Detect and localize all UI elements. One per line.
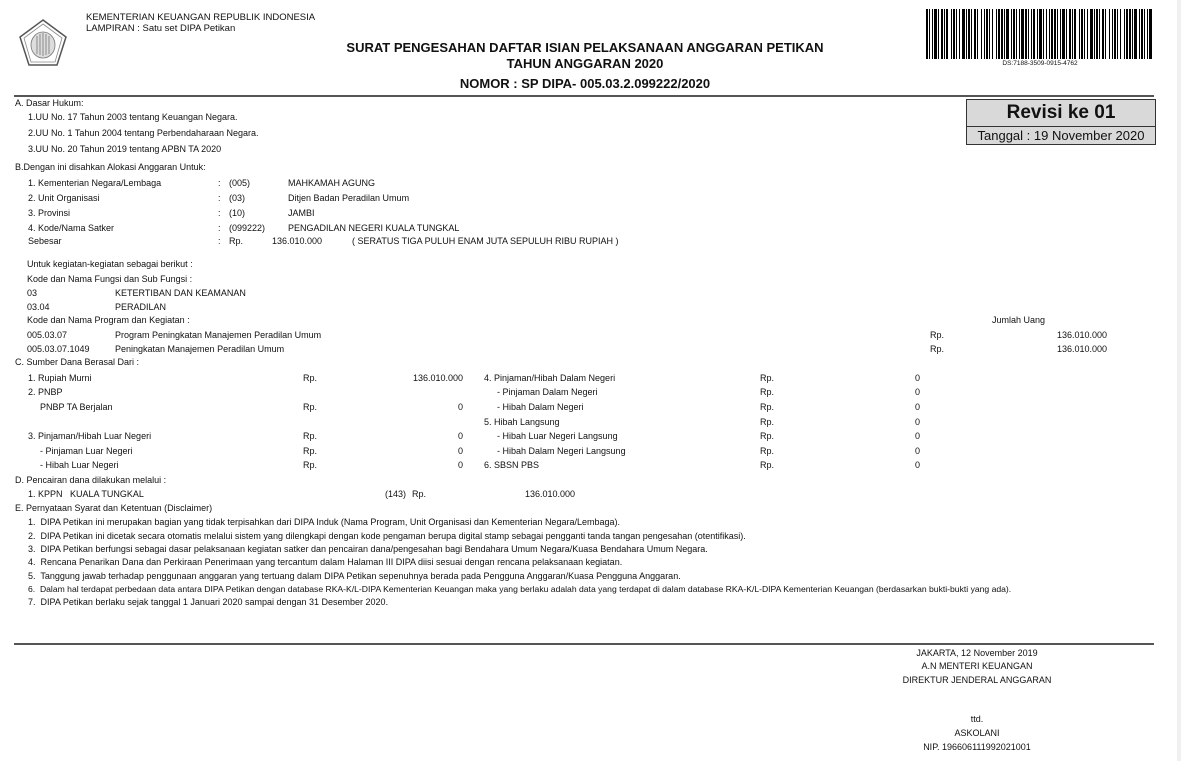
footer-divider bbox=[14, 643, 1154, 645]
dasar-hukum-item: 1.UU No. 17 Tahun 2003 tentang Keuangan Negara. bbox=[28, 112, 238, 122]
sumber-dana-currency: Rp. bbox=[760, 446, 775, 456]
fungsi-heading: Kode dan Nama Fungsi dan Sub Fungsi : bbox=[27, 274, 193, 284]
sumber-dana-label: 2. PNBP bbox=[28, 387, 63, 397]
revisi-date: Tanggal : 19 November 2020 bbox=[977, 128, 1145, 143]
ministry-name: KEMENTERIAN KEUANGAN REPUBLIK INDONESIA bbox=[86, 12, 316, 23]
revisi-box bbox=[966, 99, 1156, 145]
kemenkeu-logo-icon bbox=[18, 18, 68, 68]
sumber-dana-currency: Rp. bbox=[760, 431, 775, 441]
alokasi-value: PENGADILAN NEGERI KUALA TUNGKAL bbox=[288, 223, 460, 233]
revisi-title: Revisi ke 01 bbox=[967, 100, 1155, 127]
kppn-code: (143) bbox=[385, 489, 407, 499]
sumber-dana-label: - Pinjaman Luar Negeri bbox=[40, 446, 133, 456]
sumber-dana-label: 5. Hibah Langsung bbox=[484, 417, 560, 427]
signature-nip: NIP. 196606111992021001 bbox=[923, 742, 1031, 752]
sumber-dana-amount: 0 bbox=[914, 417, 920, 427]
sumber-dana-label: 4. Pinjaman/Hibah Dalam Negeri bbox=[484, 373, 616, 383]
signature-an: A.N MENTERI KEUANGAN bbox=[921, 661, 1033, 671]
program-name: Program Peningkatan Manajemen Peradilan Umum bbox=[115, 330, 322, 340]
disclaimer-item: 7. DIPA Petikan berlaku sejak tanggal 1 Januari 2020 sampai dengan 31 Desember 2020. bbox=[28, 597, 389, 607]
fungsi-code: 03.04 bbox=[27, 302, 50, 312]
alokasi-code: (005) bbox=[229, 178, 251, 188]
sumber-dana-currency: Rp. bbox=[303, 446, 318, 456]
sumber-dana-amount: 0 bbox=[457, 431, 463, 441]
alokasi-value: MAHKAMAH AGUNG bbox=[288, 178, 376, 188]
alokasi-label: 1. Kementerian Negara/Lembaga bbox=[28, 178, 162, 188]
dasar-hukum-item: 2.UU No. 1 Tahun 2004 tentang Perbendaharaan Negara. bbox=[28, 128, 259, 138]
section-b-heading: B.Dengan ini disahkan Alokasi Anggaran Untuk: bbox=[15, 162, 206, 172]
alokasi-code: (03) bbox=[229, 193, 246, 203]
program-code: 005.03.07.1049 bbox=[27, 344, 90, 354]
sumber-dana-amount: 136.010.000 bbox=[412, 373, 463, 383]
alokasi-code: (10) bbox=[229, 208, 246, 218]
sebesar-amount: 136.010.000 bbox=[272, 236, 323, 246]
program-currency: Rp. bbox=[930, 330, 945, 340]
alokasi-label: 3. Provinsi bbox=[28, 208, 71, 218]
barcode-text: DS:7188-3509-0915-4762 bbox=[1002, 60, 1078, 67]
dasar-hukum-item: 3.UU No. 20 Tahun 2019 tentang APBN TA 2020 bbox=[28, 144, 222, 154]
sumber-dana-amount: 0 bbox=[914, 373, 920, 383]
program-amount: 136.010.000 bbox=[1056, 330, 1107, 340]
sebesar-terbilang: ( SERATUS TIGA PULUH ENAM JUTA SEPULUH RIBU RUPIAH ) bbox=[352, 236, 619, 246]
sumber-dana-currency: Rp. bbox=[760, 417, 775, 427]
alokasi-colon: : bbox=[218, 208, 221, 218]
document-title: SURAT PENGESAHAN DAFTAR ISIAN PELAKSANAAN ANGGARAN PETIKAN bbox=[346, 40, 824, 55]
section-a-heading: A. Dasar Hukum: bbox=[15, 98, 84, 108]
sumber-dana-amount: 0 bbox=[914, 460, 920, 470]
sumber-dana-currency: Rp. bbox=[760, 373, 775, 383]
program-name: Peningkatan Manajemen Peradilan Umum bbox=[115, 344, 285, 354]
alokasi-colon: : bbox=[218, 178, 221, 188]
jumlah-uang-label: Jumlah Uang bbox=[992, 315, 1046, 325]
signature-position: DIREKTUR JENDERAL ANGGARAN bbox=[902, 675, 1052, 685]
program-currency: Rp. bbox=[930, 344, 945, 354]
sumber-dana-label: - Hibah Dalam Negeri bbox=[497, 402, 584, 412]
alokasi-value: Ditjen Badan Peradilan Umum bbox=[288, 193, 410, 203]
sumber-dana-currency: Rp. bbox=[303, 402, 318, 412]
disclaimer-item: 2. DIPA Petikan ini dicetak secara otomatis melalui sistem yang dilengkapi dengan kode pengaman berupa digital stamp sebagai pengganti tanda tangan pengesahan (otentifikasi). bbox=[28, 531, 746, 541]
program-amount: 136.010.000 bbox=[1056, 344, 1107, 354]
disclaimer-item: 4. Rencana Penarikan Dana dan Perkiraan Penerimaan yang tercantum dalam Halaman III DIPA diisi sesuai dengan rencana pelaksanaan kegiatan. bbox=[28, 557, 623, 567]
sumber-dana-label: 6. SBSN PBS bbox=[484, 460, 540, 470]
sumber-dana-amount: 0 bbox=[914, 431, 920, 441]
fungsi-name: KETERTIBAN DAN KEAMANAN bbox=[115, 288, 246, 298]
alokasi-colon: : bbox=[218, 193, 221, 203]
sumber-dana-currency: Rp. bbox=[760, 460, 775, 470]
disclaimer-item: 5. Tanggung jawab terhadap penggunaan anggaran yang tertuang dalam DIPA Petikan sepenuhnya berada pada Pengguna Anggaran/Kuasa Pengguna Anggaran. bbox=[28, 571, 681, 581]
sumber-dana-label: 1. Rupiah Murni bbox=[28, 373, 92, 383]
sumber-dana-currency: Rp. bbox=[303, 431, 318, 441]
alokasi-label: 2. Unit Organisasi bbox=[28, 193, 100, 203]
alokasi-value: JAMBI bbox=[288, 208, 315, 218]
section-d-heading: D. Pencairan dana dilakukan melalui : bbox=[15, 475, 167, 485]
signature-ttd: ttd. bbox=[970, 714, 984, 724]
program-code: 005.03.07 bbox=[27, 330, 68, 340]
sebesar-currency: Rp. bbox=[229, 236, 244, 246]
sebesar-label: Sebesar bbox=[28, 236, 62, 246]
program-heading: Kode dan Nama Program dan Kegiatan : bbox=[27, 315, 190, 325]
sumber-dana-amount: 0 bbox=[914, 446, 920, 456]
sumber-dana-amount: 0 bbox=[457, 460, 463, 470]
kppn-label: 1. KPPN KUALA TUNGKAL bbox=[28, 489, 144, 499]
alokasi-colon: : bbox=[218, 223, 221, 233]
document-year: TAHUN ANGGARAN 2020 bbox=[506, 56, 664, 71]
section-c-heading: C. Sumber Dana Berasal Dari : bbox=[15, 357, 140, 367]
sumber-dana-amount: 0 bbox=[457, 446, 463, 456]
section-e-heading: E. Pernyataan Syarat dan Ketentuan (Disclaimer) bbox=[15, 503, 213, 513]
signature-place-date: JAKARTA, 12 November 2019 bbox=[916, 648, 1038, 658]
sumber-dana-label: - Hibah Dalam Negeri Langsung bbox=[497, 446, 626, 456]
disclaimer-item: 6. Dalam hal terdapat perbedaan data antara DIPA Petikan dengan database RKA-K/L-DIPA Kementerian Keuangan maka yang berlaku adalah data yang terdapat di dalam database RKA-K/L-DIPA Kementerian Keuangan (berdasarkan bukti-bukti yang ada). bbox=[28, 584, 1012, 594]
page-edge bbox=[1177, 0, 1181, 761]
fungsi-name: PERADILAN bbox=[115, 302, 167, 312]
sumber-dana-currency: Rp. bbox=[303, 460, 318, 470]
kppn-amount: 136.010.000 bbox=[524, 489, 575, 499]
document-number: NOMOR : SP DIPA- 005.03.2.099222/2020 bbox=[459, 76, 711, 91]
sumber-dana-label: - Hibah Luar Negeri bbox=[40, 460, 119, 470]
sumber-dana-currency: Rp. bbox=[760, 402, 775, 412]
kppn-currency: Rp. bbox=[412, 489, 427, 499]
sumber-dana-amount: 0 bbox=[457, 402, 463, 412]
disclaimer-item: 3. DIPA Petikan berfungsi sebagai dasar pelaksanaan kegiatan satker dan pencairan dana/pengesahan bagi Bendahara Umum Negara/Kuasa Bendahara Umum Negara. bbox=[28, 544, 708, 554]
fungsi-code: 03 bbox=[27, 288, 38, 298]
sumber-dana-label: - Pinjaman Dalam Negeri bbox=[497, 387, 598, 397]
sumber-dana-currency: Rp. bbox=[760, 387, 775, 397]
sumber-dana-amount: 0 bbox=[914, 402, 920, 412]
sumber-dana-label: PNBP TA Berjalan bbox=[40, 402, 113, 412]
alokasi-code: (099222) bbox=[229, 223, 266, 233]
lampiran-text: LAMPIRAN : Satu set DIPA Petikan bbox=[86, 23, 236, 34]
sebesar-colon: : bbox=[218, 236, 221, 246]
sumber-dana-amount: 0 bbox=[914, 387, 920, 397]
sumber-dana-label: 3. Pinjaman/Hibah Luar Negeri bbox=[28, 431, 152, 441]
disclaimer-item: 1. DIPA Petikan ini merupakan bagian yang tidak terpisahkan dari DIPA Induk (Nama Program, Unit Organisasi dan Kementerian Negara/Lembaga). bbox=[28, 517, 620, 527]
header-divider bbox=[14, 95, 1154, 97]
sumber-dana-label: - Hibah Luar Negeri Langsung bbox=[497, 431, 618, 441]
barcode-icon bbox=[926, 9, 1154, 59]
alokasi-label: 4. Kode/Nama Satker bbox=[28, 223, 115, 233]
signature-name: ASKOLANI bbox=[954, 728, 1000, 738]
sumber-dana-currency: Rp. bbox=[303, 373, 318, 383]
kegiatan-intro: Untuk kegiatan-kegiatan sebagai berikut : bbox=[27, 259, 193, 269]
